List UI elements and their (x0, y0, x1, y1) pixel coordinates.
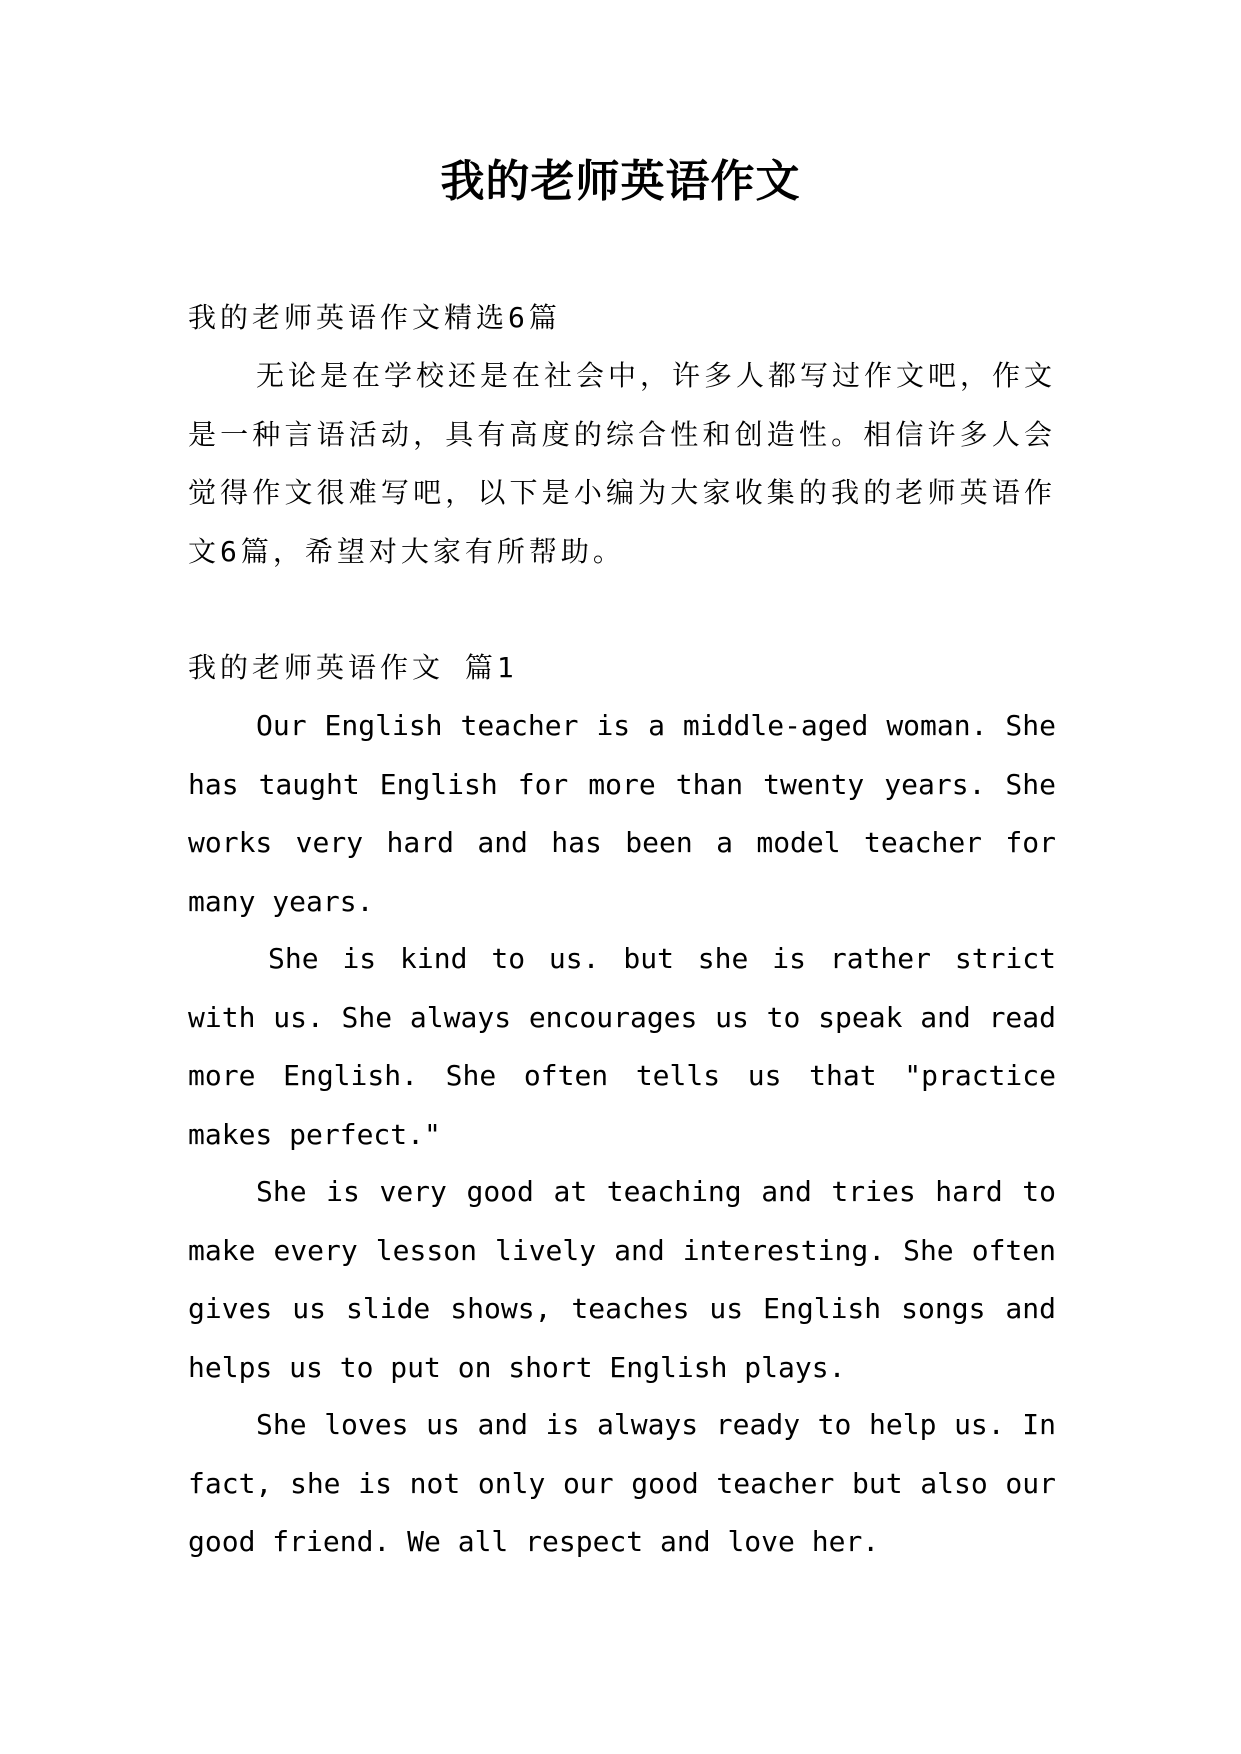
document-title: 我的老师英语作文 (440, 156, 801, 207)
intro-paragraph: 无论是在学校还是在社会中，许多人都写过作文吧，作文是一种言语活动，具有高度的综合性和创造性。相信许多人会觉得作文很难写吧，以下是小编为大家收集的我的老师英语作文6篇，希望对大家有所帮助。 (188, 359, 1057, 568)
section-heading: 我的老师英语作文 篇1 (188, 651, 518, 684)
essay-paragraph-1: Our English teacher is a middle-aged woman. She has taught English for more than twenty years. She works very hard and has been a model teacher for many years. (188, 709, 1056, 918)
lead-line: 我的老师英语作文精选6篇 (188, 301, 561, 334)
essay-paragraph-2: She is kind to us. but she is rather strict with us. She always encourages us to speak and read more English. She often tells us that "practice makes perfect." (188, 942, 1056, 1151)
essay-paragraph-3: She is very good at teaching and tries hard to make every lesson lively and interesting. She often gives us slide shows, teaches us English songs and helps us to put on short English plays. (188, 1175, 1056, 1384)
essay-paragraph-4: She loves us and is always ready to help us. In fact, she is not only our good teacher but also our good friend. We all respect and love her. (188, 1408, 1056, 1558)
